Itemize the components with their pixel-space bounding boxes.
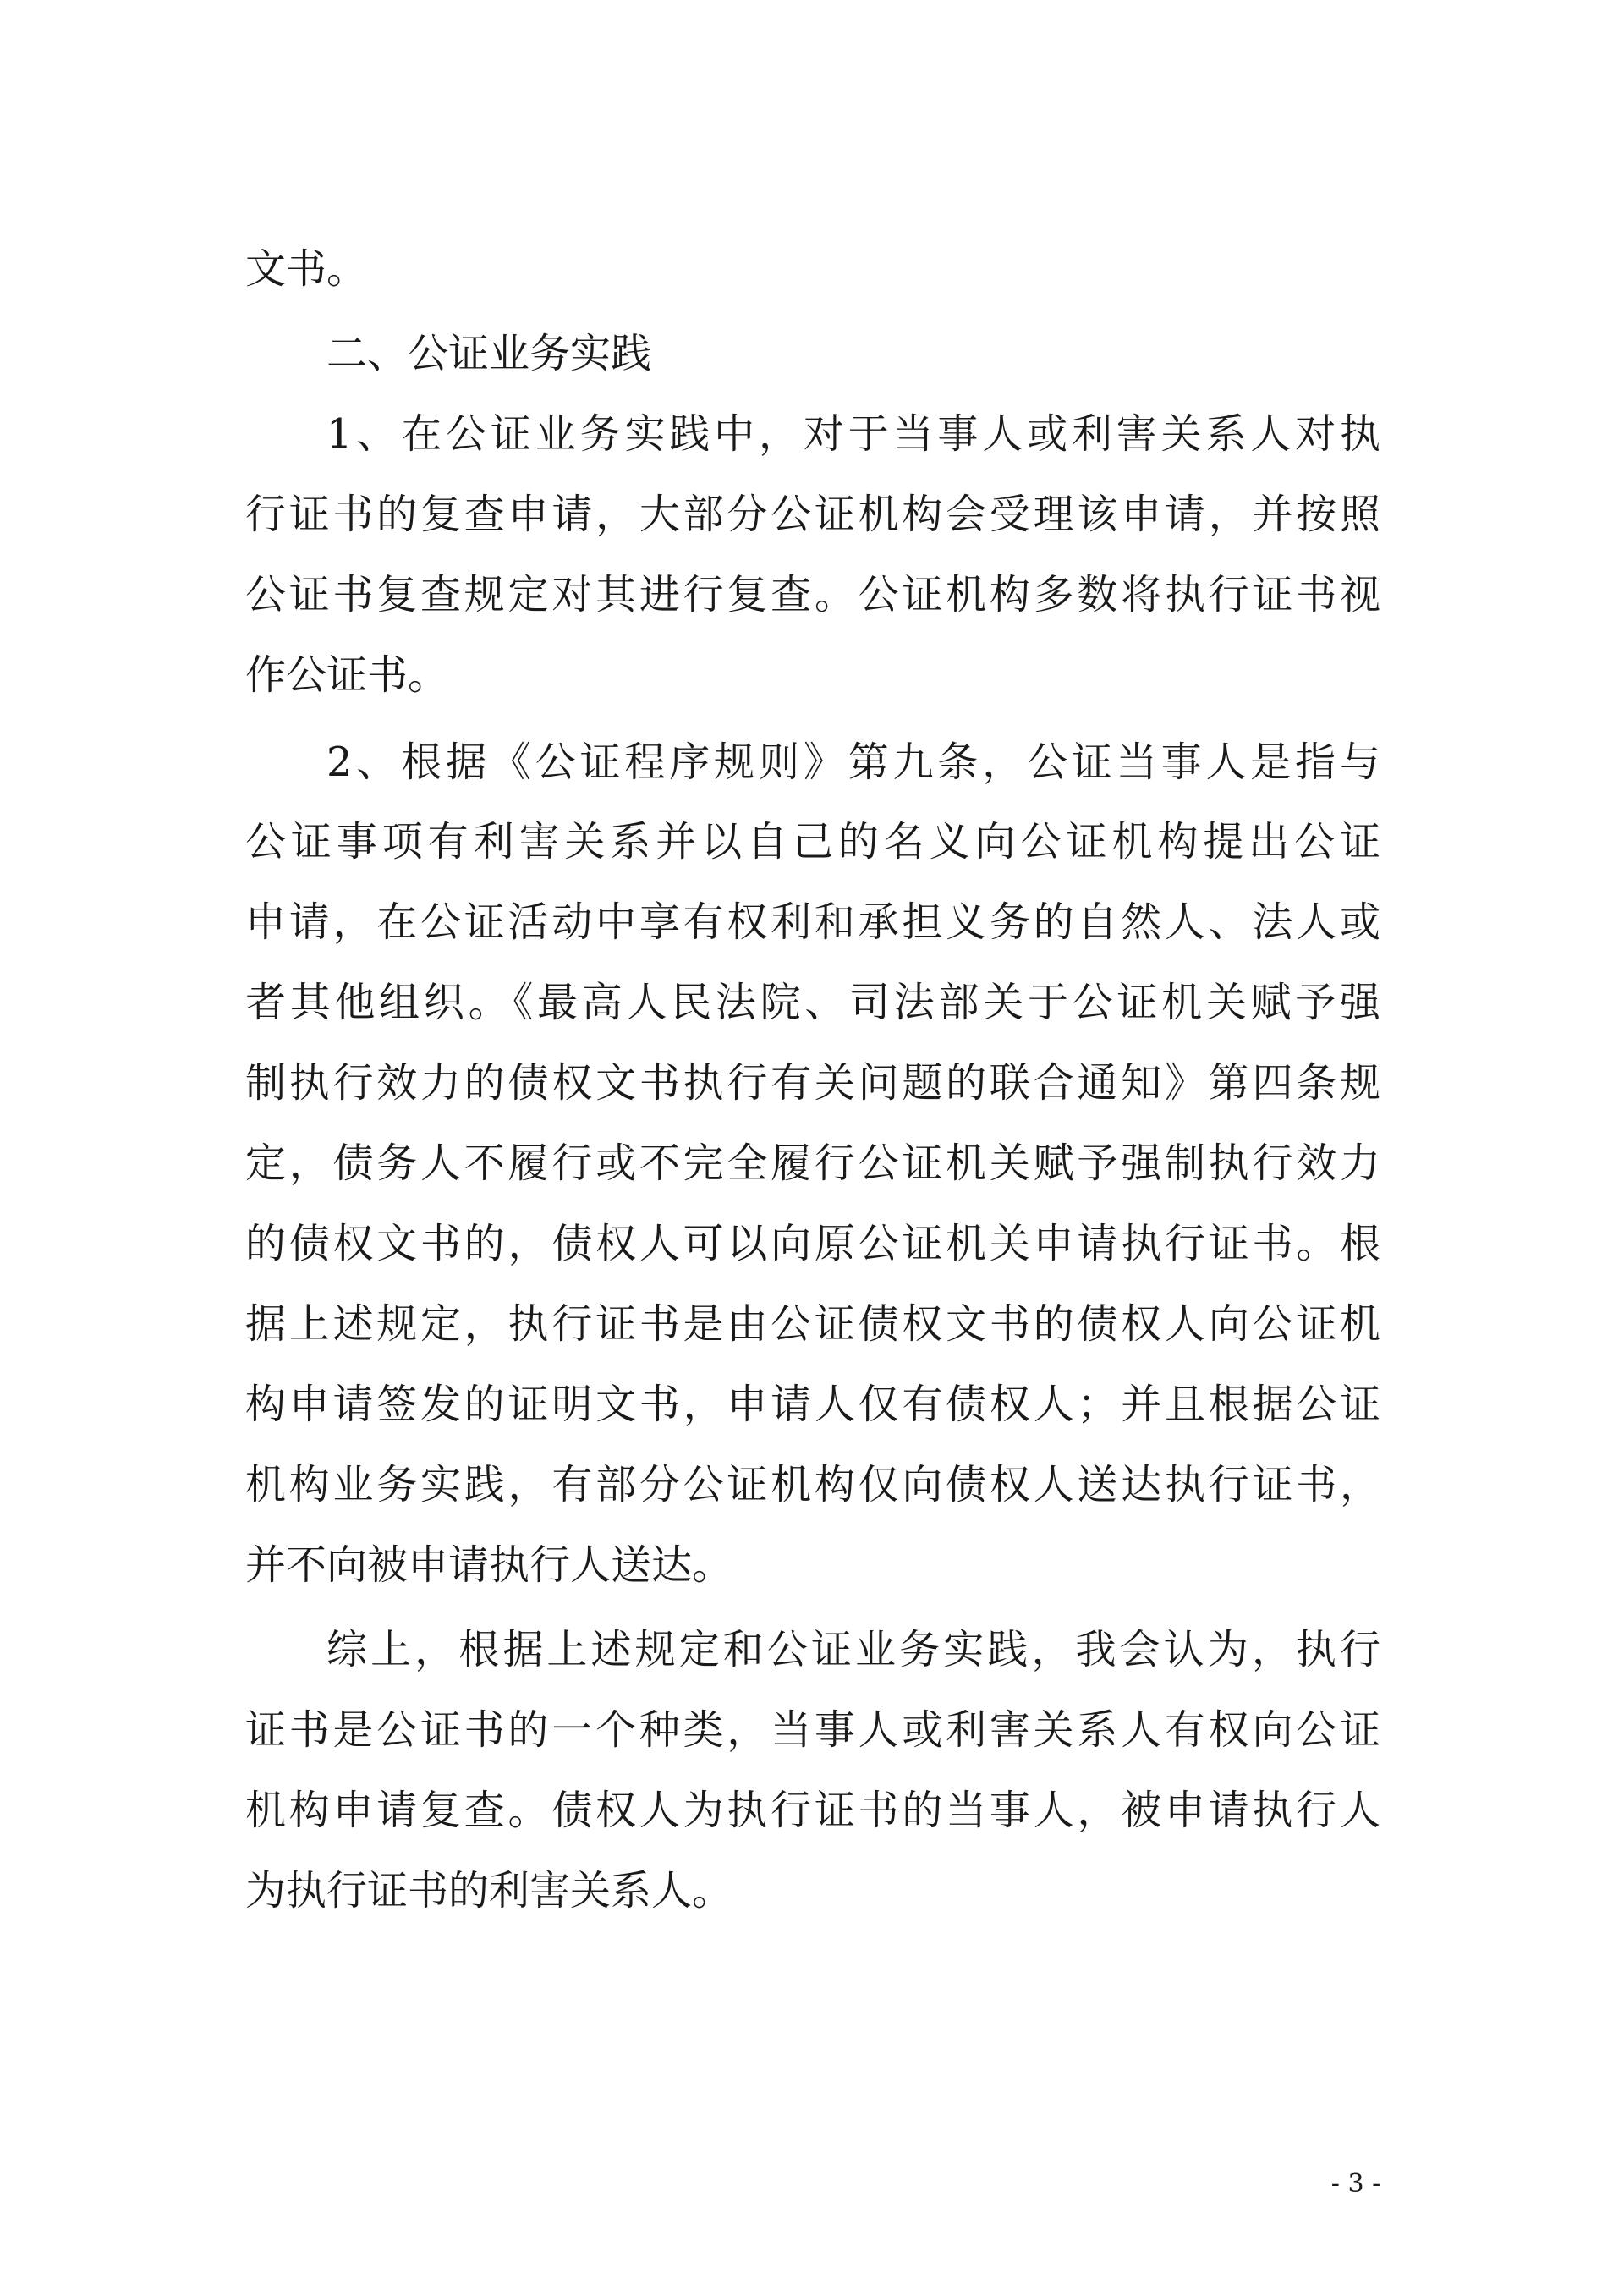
- text-line: 并不向被申请执行人送达。: [245, 1541, 733, 1589]
- text-line: 1、在公证业务实践中，对于当事人或利害关系人对执: [326, 410, 1380, 458]
- page-number: - 3 -: [1330, 2169, 1381, 2199]
- text-line: 机构申请复查。债权人为执行证书的当事人，被申请执行人: [245, 1787, 1380, 1834]
- text-line: 证书是公证书的一个种类，当事人或利害关系人有权向公证: [245, 1706, 1380, 1754]
- section-heading: 二、公证业务实践: [326, 330, 652, 377]
- text-line: 公证书复查规定对其进行复查。公证机构多数将执行证书视: [245, 571, 1380, 618]
- text-line: 申请，在公证活动中享有权利和承担义务的自然人、法人或: [245, 898, 1380, 946]
- text-line: 文书。: [245, 245, 368, 293]
- text-line: 综上，根据上述规定和公证业务实践，我会认为，执行: [326, 1626, 1380, 1673]
- text-line: 为执行证书的利害关系人。: [245, 1867, 733, 1914]
- text-line: 作公证书。: [245, 651, 449, 699]
- text-line: 2、根据《公证程序规则》第九条，公证当事人是指与: [326, 739, 1380, 786]
- text-line: 者其他组织。《最高人民法院、司法部关于公证机关赋予强: [245, 979, 1380, 1026]
- text-line: 据上述规定，执行证书是由公证债权文书的债权人向公证机: [245, 1300, 1380, 1348]
- text-line: 定，债务人不履行或不完全履行公证机关赋予强制执行效力: [245, 1140, 1380, 1187]
- text-line: 制执行效力的债权文书执行有关问题的联合通知》第四条规: [245, 1059, 1380, 1107]
- text-line: 公证事项有利害关系并以自己的名义向公证机构提出公证: [245, 818, 1380, 865]
- text-line: 构申请签发的证明文书，申请人仅有债权人；并且根据公证: [245, 1381, 1380, 1428]
- text-line: 机构业务实践，有部分公证机构仅向债权人送达执行证书，: [245, 1461, 1380, 1508]
- text-line: 行证书的复查申请，大部分公证机构会受理该申请，并按照: [245, 491, 1380, 538]
- text-line: 的债权文书的，债权人可以向原公证机关申请执行证书。根: [245, 1220, 1380, 1267]
